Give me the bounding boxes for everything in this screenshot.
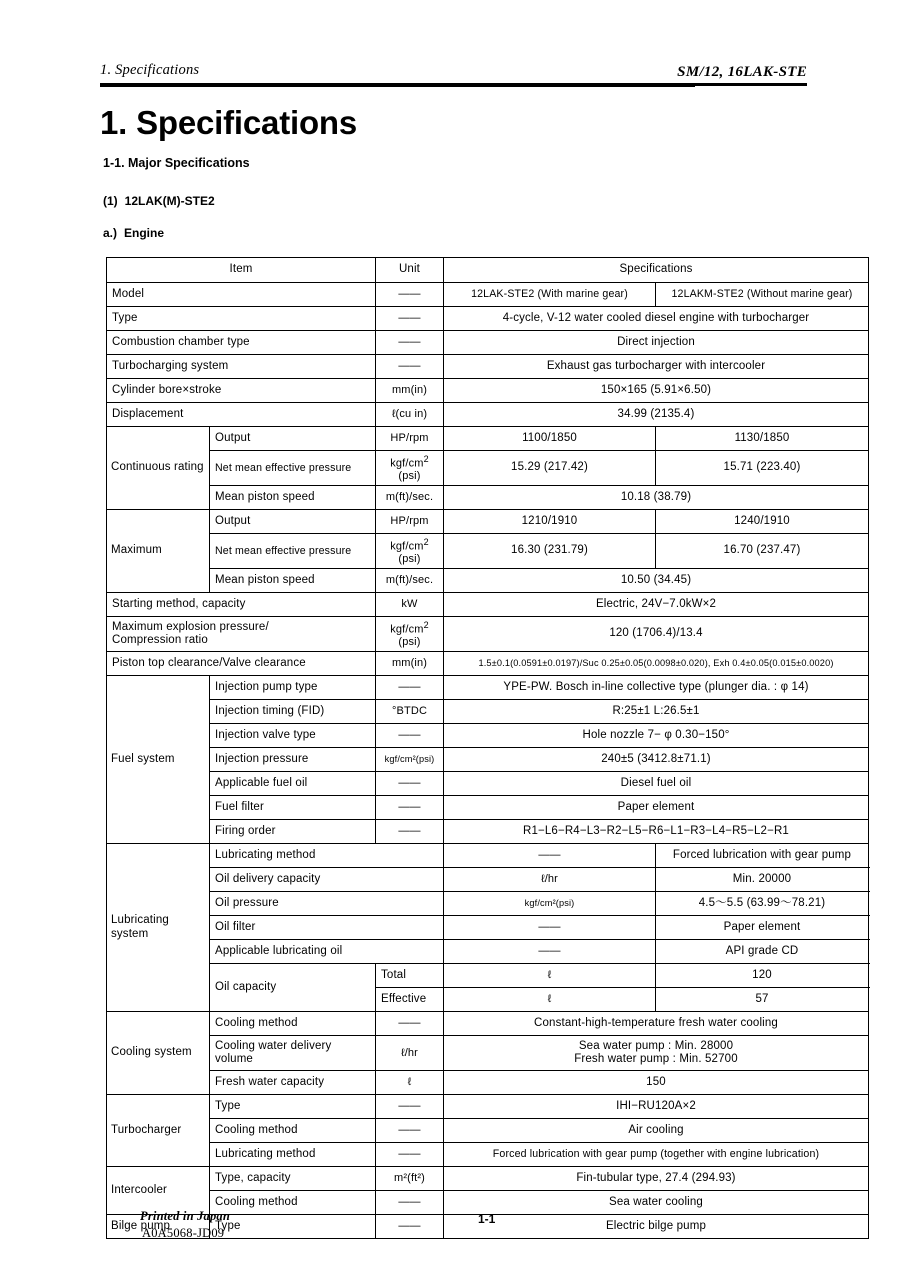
row-item: Turbocharging system [107, 355, 376, 379]
group-label-maximum: Maximum [107, 510, 210, 593]
row-item: Firing order [210, 820, 376, 844]
row-unit: —— [444, 844, 656, 868]
row-spec-a: 16.30 (231.79) [444, 534, 656, 569]
row-item: Mean piston speed [210, 569, 376, 593]
document-code: A0A5068-JD09 [142, 1225, 225, 1240]
row-item: Lubricating method [210, 844, 444, 868]
row-item: Injection pressure [210, 748, 376, 772]
row-unit: mm(in) [376, 379, 444, 403]
row-item: Oil pressure [210, 892, 444, 916]
row-unit: —— [376, 355, 444, 379]
row-spec: Constant-high-temperature fresh water cooling [444, 1012, 869, 1036]
table-row [107, 844, 869, 868]
unit-superscript: 2 [423, 619, 429, 630]
row-spec: Hole nozzle 7− φ 0.30−150° [444, 724, 869, 748]
row-unit [376, 534, 444, 569]
table-row [107, 283, 869, 307]
row-unit: —— [376, 724, 444, 748]
engine-specifications-table [106, 257, 869, 1239]
row-spec: Electric bilge pump [444, 1215, 869, 1239]
row-unit: —— [444, 916, 656, 940]
table-row [107, 1143, 869, 1167]
table-row [107, 1071, 869, 1095]
table-row [107, 593, 869, 617]
table-row [107, 1119, 869, 1143]
row-unit: ℓ(cu in) [376, 403, 444, 427]
row-item: Type [210, 1095, 376, 1119]
row-spec-b: 1130/1850 [656, 427, 869, 451]
row-unit: m(ft)/sec. [376, 569, 444, 593]
table-row [107, 355, 869, 379]
row-spec-b: 16.70 (237.47) [656, 534, 869, 569]
table-row [107, 1167, 869, 1191]
table-row [107, 379, 869, 403]
group-label-bilge-pump: Bilge pump [107, 1215, 210, 1239]
row-item: Cylinder bore×stroke [107, 379, 376, 403]
row-item: Lubricating method [210, 1143, 376, 1167]
row-spec-b: 12LAKM-STE2 (Without marine gear) [656, 283, 869, 307]
table-header-row [107, 258, 869, 283]
row-unit: —— [376, 772, 444, 796]
row-unit: ℓ [444, 988, 656, 1012]
row-item: Type, capacity [210, 1167, 376, 1191]
table-row [107, 331, 869, 355]
row-item: Combustion chamber type [107, 331, 376, 355]
row-spec: YPE-PW. Bosch in-line collective type (plunger dia. : φ 14) [444, 676, 869, 700]
row-spec: 57 [656, 988, 869, 1012]
row-spec: Paper element [656, 916, 869, 940]
unit-secondary: (psi) [398, 635, 421, 648]
row-spec-line1: Sea water pump : Min. 28000 [578, 1039, 734, 1052]
row-spec: Air cooling [444, 1119, 869, 1143]
row-spec: Fin-tubular type, 27.4 (294.93) [444, 1167, 869, 1191]
running-header-right: SM/12, 16LAK-STE [677, 64, 807, 80]
unit-main: kgf/cm [390, 540, 424, 553]
row-spec: 120 [656, 964, 869, 988]
row-item-line1: Maximum explosion pressure/ [112, 620, 269, 633]
row-item: Displacement [107, 403, 376, 427]
row-unit: °BTDC [376, 700, 444, 724]
row-unit: —— [376, 820, 444, 844]
row-item: Injection valve type [210, 724, 376, 748]
table-row [107, 510, 869, 534]
subsubsection-number: a.) [103, 226, 118, 240]
row-item: Oil delivery capacity [210, 868, 444, 892]
row-spec: 4.5～5.5 (63.99～78.21) [656, 892, 869, 916]
row-spec: 120 (1706.4)/13.4 [444, 617, 869, 652]
row-unit: —— [376, 307, 444, 331]
row-spec: 240±5 (3412.8±71.1) [444, 748, 869, 772]
running-header-left: 1. Specifications [100, 62, 200, 78]
col-header-specifications: Specifications [444, 258, 869, 283]
row-item: Mean piston speed [210, 486, 376, 510]
row-spec: 150×165 (5.91×6.50) [444, 379, 869, 403]
row-spec: 34.99 (2135.4) [444, 403, 869, 427]
row-spec-a: 12LAK-STE2 (With marine gear) [444, 283, 656, 307]
row-item: Fuel filter [210, 796, 376, 820]
row-item-line2: volume [215, 1053, 253, 1065]
table-row [107, 1012, 869, 1036]
table-row [107, 617, 869, 652]
row-spec-a: 1210/1910 [444, 510, 656, 534]
unit-secondary: (psi) [398, 552, 421, 565]
row-item: Output [210, 427, 376, 451]
table-row [107, 700, 869, 724]
group-label-intercooler: Intercooler [107, 1167, 210, 1215]
row-unit: —— [376, 1095, 444, 1119]
row-spec: 10.50 (34.45) [444, 569, 869, 593]
row-spec: 150 [444, 1071, 869, 1095]
table-row [107, 534, 869, 569]
table-row [107, 569, 869, 593]
row-spec: 1.5±0.1(0.0591±0.0197)/Suc 0.25±0.05(0.0098±0.020), Exh 0.4±0.05(0.015±0.0020) [444, 652, 869, 676]
row-spec: API grade CD [656, 940, 869, 964]
footer-imprint [140, 1208, 230, 1242]
row-spec: Forced lubrication with gear pump (together with engine lubrication) [444, 1143, 869, 1167]
row-unit: ℓ/hr [444, 868, 656, 892]
running-header [100, 62, 807, 88]
row-spec: Diesel fuel oil [444, 772, 869, 796]
row-item: Net mean effective pressure [210, 451, 376, 486]
row-spec-a: 1100/1850 [444, 427, 656, 451]
row-spec: Paper element [444, 796, 869, 820]
row-item: Piston top clearance/Valve clearance [107, 652, 376, 676]
row-item: Starting method, capacity [107, 593, 376, 617]
row-unit: ℓ [444, 964, 656, 988]
row-unit: —— [444, 940, 656, 964]
row-item-line1: Cooling water delivery [215, 1039, 332, 1052]
group-label-fuel-system: Fuel system [107, 676, 210, 844]
row-item: Oil filter [210, 916, 444, 940]
row-spec: Direct injection [444, 331, 869, 355]
row-unit: kgf/cm²(psi) [376, 748, 444, 772]
row-item [107, 617, 376, 652]
unit-main: kgf/cm [390, 623, 424, 636]
row-item: Applicable lubricating oil [210, 940, 444, 964]
table-row [107, 724, 869, 748]
row-unit: mm(in) [376, 652, 444, 676]
row-spec: IHI−RU120A×2 [444, 1095, 869, 1119]
col-header-item: Item [107, 258, 376, 283]
row-unit: HP/rpm [376, 427, 444, 451]
row-item: Cooling method [210, 1119, 376, 1143]
row-item: Net mean effective pressure [210, 534, 376, 569]
section-heading: 1-1. Major Specifications [103, 156, 250, 170]
row-item: Type [107, 307, 376, 331]
row-unit: ℓ/hr [376, 1036, 444, 1071]
table-row [107, 748, 869, 772]
row-spec: Forced lubrication with gear pump [656, 844, 869, 868]
row-item-line2: Compression ratio [112, 634, 208, 646]
unit-superscript: 2 [423, 536, 429, 547]
row-spec [444, 1036, 869, 1071]
row-unit: kW [376, 593, 444, 617]
row-item: Cooling method [210, 1012, 376, 1036]
row-spec: 4-cycle, V-12 water cooled diesel engine with turbocharger [444, 307, 869, 331]
row-unit: —— [376, 1191, 444, 1215]
row-unit: —— [376, 1215, 444, 1239]
row-item: Injection timing (FID) [210, 700, 376, 724]
row-spec-a: 15.29 (217.42) [444, 451, 656, 486]
row-item: Cooling method [210, 1191, 376, 1215]
row-unit: HP/rpm [376, 510, 444, 534]
subsection-label: 12LAK(M)-STE2 [124, 194, 215, 208]
table-row [107, 652, 869, 676]
row-unit: —— [376, 796, 444, 820]
table-row [107, 427, 869, 451]
group-label-turbocharger: Turbocharger [107, 1095, 210, 1167]
row-item: Output [210, 510, 376, 534]
subsubsection-label: Engine [124, 226, 165, 240]
row-spec: R1−L6−R4−L3−R2−L5−R6−L1−R3−L4−R5−L2−R1 [444, 820, 869, 844]
row-item: Injection pump type [210, 676, 376, 700]
row-spec: Exhaust gas turbocharger with intercooler [444, 355, 869, 379]
table-row [107, 1095, 869, 1119]
row-unit [376, 451, 444, 486]
row-item [210, 1036, 376, 1071]
table-row [107, 403, 869, 427]
row-unit [376, 617, 444, 652]
table-row [107, 868, 869, 892]
row-item: Type [210, 1215, 376, 1239]
row-item: Model [107, 283, 376, 307]
row-spec: 10.18 (38.79) [444, 486, 869, 510]
table-row [107, 820, 869, 844]
row-subitem: Effective [376, 988, 444, 1012]
row-spec: Sea water cooling [444, 1191, 869, 1215]
row-unit: —— [376, 1119, 444, 1143]
row-unit: ℓ [376, 1071, 444, 1095]
table-row [107, 451, 869, 486]
subsubsection-heading [103, 226, 164, 240]
table-row [107, 1036, 869, 1071]
table-row [107, 796, 869, 820]
table-row [107, 964, 869, 988]
table-row [107, 772, 869, 796]
group-label-cooling-system: Cooling system [107, 1012, 210, 1095]
table-row [107, 940, 869, 964]
row-unit: —— [376, 331, 444, 355]
table-row [107, 916, 869, 940]
col-header-unit: Unit [376, 258, 444, 283]
row-unit: kgf/cm²(psi) [444, 892, 656, 916]
row-unit: m²(ft²) [376, 1167, 444, 1191]
row-unit: —— [376, 1143, 444, 1167]
row-spec-line2: Fresh water pump : Min. 52700 [574, 1053, 738, 1065]
row-unit: —— [376, 1012, 444, 1036]
table-row [107, 307, 869, 331]
row-spec: Electric, 24V−7.0kW×2 [444, 593, 869, 617]
row-spec: Min. 20000 [656, 868, 869, 892]
row-spec-b: 1240/1910 [656, 510, 869, 534]
table-row [107, 892, 869, 916]
printed-in-japan-text: Printed in Japan [140, 1209, 231, 1223]
row-item: Applicable fuel oil [210, 772, 376, 796]
page-number: 1-1 [478, 1212, 496, 1226]
unit-main: kgf/cm [390, 457, 424, 470]
subsection-number: (1) [103, 194, 118, 208]
row-spec-b: 15.71 (223.40) [656, 451, 869, 486]
row-unit: —— [376, 676, 444, 700]
group-label-continuous-rating: Continuous rating [107, 427, 210, 510]
row-item-oil-capacity: Oil capacity [210, 964, 376, 1012]
page-title: 1. Specifications [100, 104, 358, 141]
header-rule [100, 83, 807, 86]
subsection-heading [103, 194, 215, 208]
row-unit: —— [376, 283, 444, 307]
group-label-lubricating-system: Lubricating system [107, 844, 210, 1012]
row-subitem: Total [376, 964, 444, 988]
row-unit: m(ft)/sec. [376, 486, 444, 510]
unit-secondary: (psi) [398, 469, 421, 482]
row-item: Fresh water capacity [210, 1071, 376, 1095]
table-row [107, 486, 869, 510]
table-row [107, 676, 869, 700]
row-spec: R:25±1 L:26.5±1 [444, 700, 869, 724]
unit-superscript: 2 [423, 453, 429, 464]
